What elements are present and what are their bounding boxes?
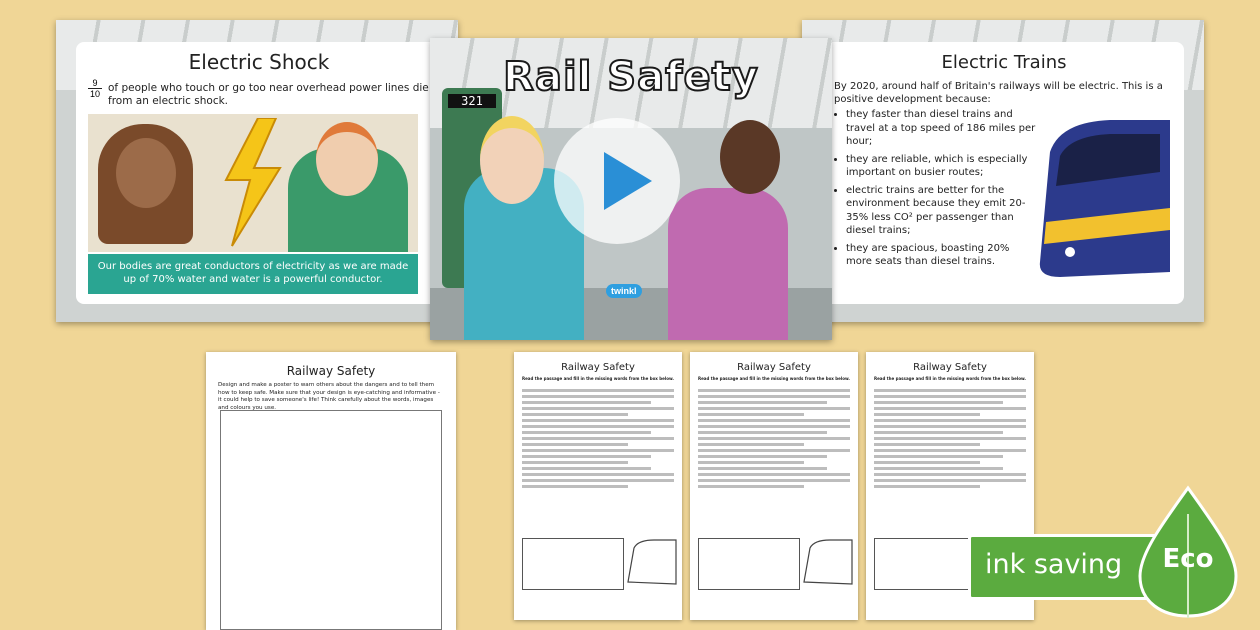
list-item: • they faster than diesel trains and travel at a top speed of 186 miles per hour; (846, 108, 1036, 149)
train-number: 321 (448, 94, 496, 108)
poster-worksheet[interactable] (206, 352, 456, 630)
ink-saving-label: ink saving (985, 549, 1123, 580)
eco-label: Eco (1162, 544, 1214, 574)
word-box (874, 538, 976, 590)
fill-in-worksheet[interactable] (690, 352, 858, 620)
boy-head (316, 122, 378, 196)
worksheet-title: Railway Safety (737, 362, 811, 373)
content-card (824, 42, 1184, 304)
boy-character (668, 188, 788, 340)
worksheet-title: Railway Safety (561, 362, 635, 373)
worksheet-title: Railway Safety (913, 362, 987, 373)
play-button[interactable] (554, 118, 680, 244)
train-illustration (1020, 112, 1180, 282)
illustration-people (88, 114, 418, 252)
train-outline (800, 538, 854, 588)
lightning-bolt-icon (218, 118, 288, 248)
passage-lines (698, 386, 850, 491)
content-card (76, 42, 442, 304)
slide-title: Electric Shock (188, 50, 330, 74)
slide-title: Electric Trains (941, 52, 1067, 73)
worksheet-subtitle: Read the passage and fill in the missing words from the box below. (522, 376, 674, 381)
worksheet-subtitle: Read the passage and fill in the missing words from the box below. (698, 376, 850, 381)
cover-title: Rail Safety (503, 54, 759, 100)
twinkl-logo: twinkl (606, 284, 642, 298)
list-item: • they are reliable, which is especially important on busier routes; (846, 153, 1036, 180)
slide-electric-trains[interactable] (802, 20, 1204, 322)
benefit-list (824, 108, 1036, 269)
slide-electric-shock[interactable] (56, 20, 458, 322)
list-item: • they are spacious, boasting 20% more seats than diesel trains. (846, 242, 1036, 269)
worksheet-title: Railway Safety (286, 364, 376, 378)
girl-face (116, 138, 176, 208)
play-icon (554, 118, 680, 244)
worksheet-instructions: Design and make a poster to warn others about the dangers and to tell them how to keep safe. Make sure that your design is eye-catching and informative - it could help to save someone's life! Think carefully about the words, images and colours you use. (218, 382, 440, 411)
fraction-numerator: 9 (88, 78, 102, 89)
boy-head (720, 120, 780, 194)
poster-drawing-box[interactable] (220, 410, 442, 630)
list-item: • electric trains are better for the environment because they emit 20-35% less CO² per passenger than diesel trains; (846, 184, 1036, 238)
train-outline (624, 538, 678, 588)
slide-text: of people who touch or go too near overhead power lines die from an electric shock. (108, 82, 429, 107)
slide-rail-safety-cover[interactable] (430, 38, 832, 340)
fraction (88, 78, 102, 99)
fraction-denominator: 10 (89, 89, 100, 99)
fill-in-worksheet[interactable] (514, 352, 682, 620)
passage-lines (522, 386, 674, 491)
word-box (522, 538, 624, 590)
worksheet-subtitle: Read the passage and fill in the missing words from the box below. (874, 376, 1026, 381)
girl-head (480, 116, 544, 204)
slide-intro: By 2020, around half of Britain's railways will be electric. This is a positive development because: (834, 81, 1163, 105)
passage-lines (874, 386, 1026, 491)
word-box (698, 538, 800, 590)
fact-banner: Our bodies are great conductors of electricity as we are made up of 70% water and water is a powerful conductor. (88, 254, 418, 294)
